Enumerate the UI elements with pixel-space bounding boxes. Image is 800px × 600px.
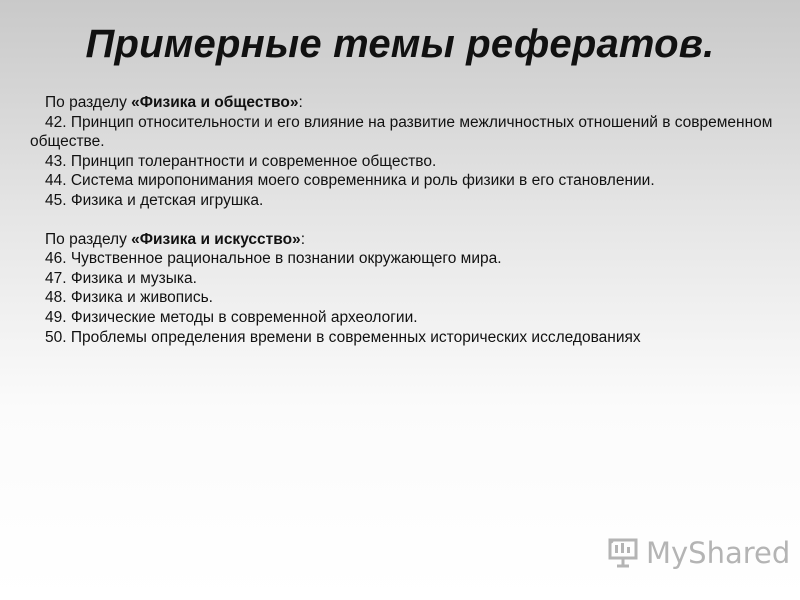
topic-item: 43. Принцип толерантности и современное общество. xyxy=(45,152,437,170)
topic-item: 47. Физика и музыка. xyxy=(45,269,197,287)
section-intro: По разделу xyxy=(45,94,132,111)
topic-item: 44. Система миропонимания моего современника и роль физики в его становлении. xyxy=(45,172,655,190)
topic-item: 42. Принцип относительности и его влияние на развитие межличностных отношений в современном обществе. xyxy=(30,113,773,151)
topics-content xyxy=(30,93,790,347)
section-spacer xyxy=(30,211,790,230)
watermark-text: MyShared xyxy=(646,536,791,570)
presentation-board-icon xyxy=(606,536,640,570)
section-title: «Физика и общество» xyxy=(131,94,299,111)
section-suffix: : xyxy=(298,94,303,111)
section-intro: По разделу xyxy=(45,230,132,248)
section-heading-art xyxy=(30,230,790,250)
topic-item: 49. Физические методы в современной археологии. xyxy=(45,308,418,326)
section-heading-society xyxy=(30,93,790,113)
topic-item: 45. Физика и детская игрушка. xyxy=(45,191,264,209)
section-suffix: : xyxy=(300,230,305,248)
page-title: Примерные темы рефератов. xyxy=(85,22,715,66)
topic-item: 48. Физика и живопись. xyxy=(45,289,213,307)
topic-item: 50. Проблемы определения времени в современных исторических исследованиях xyxy=(45,328,641,346)
watermark xyxy=(606,532,791,574)
topic-item: 46. Чувственное рациональное в познании окружающего мира. xyxy=(45,250,502,268)
section-title: «Физика и искусство» xyxy=(131,230,301,248)
